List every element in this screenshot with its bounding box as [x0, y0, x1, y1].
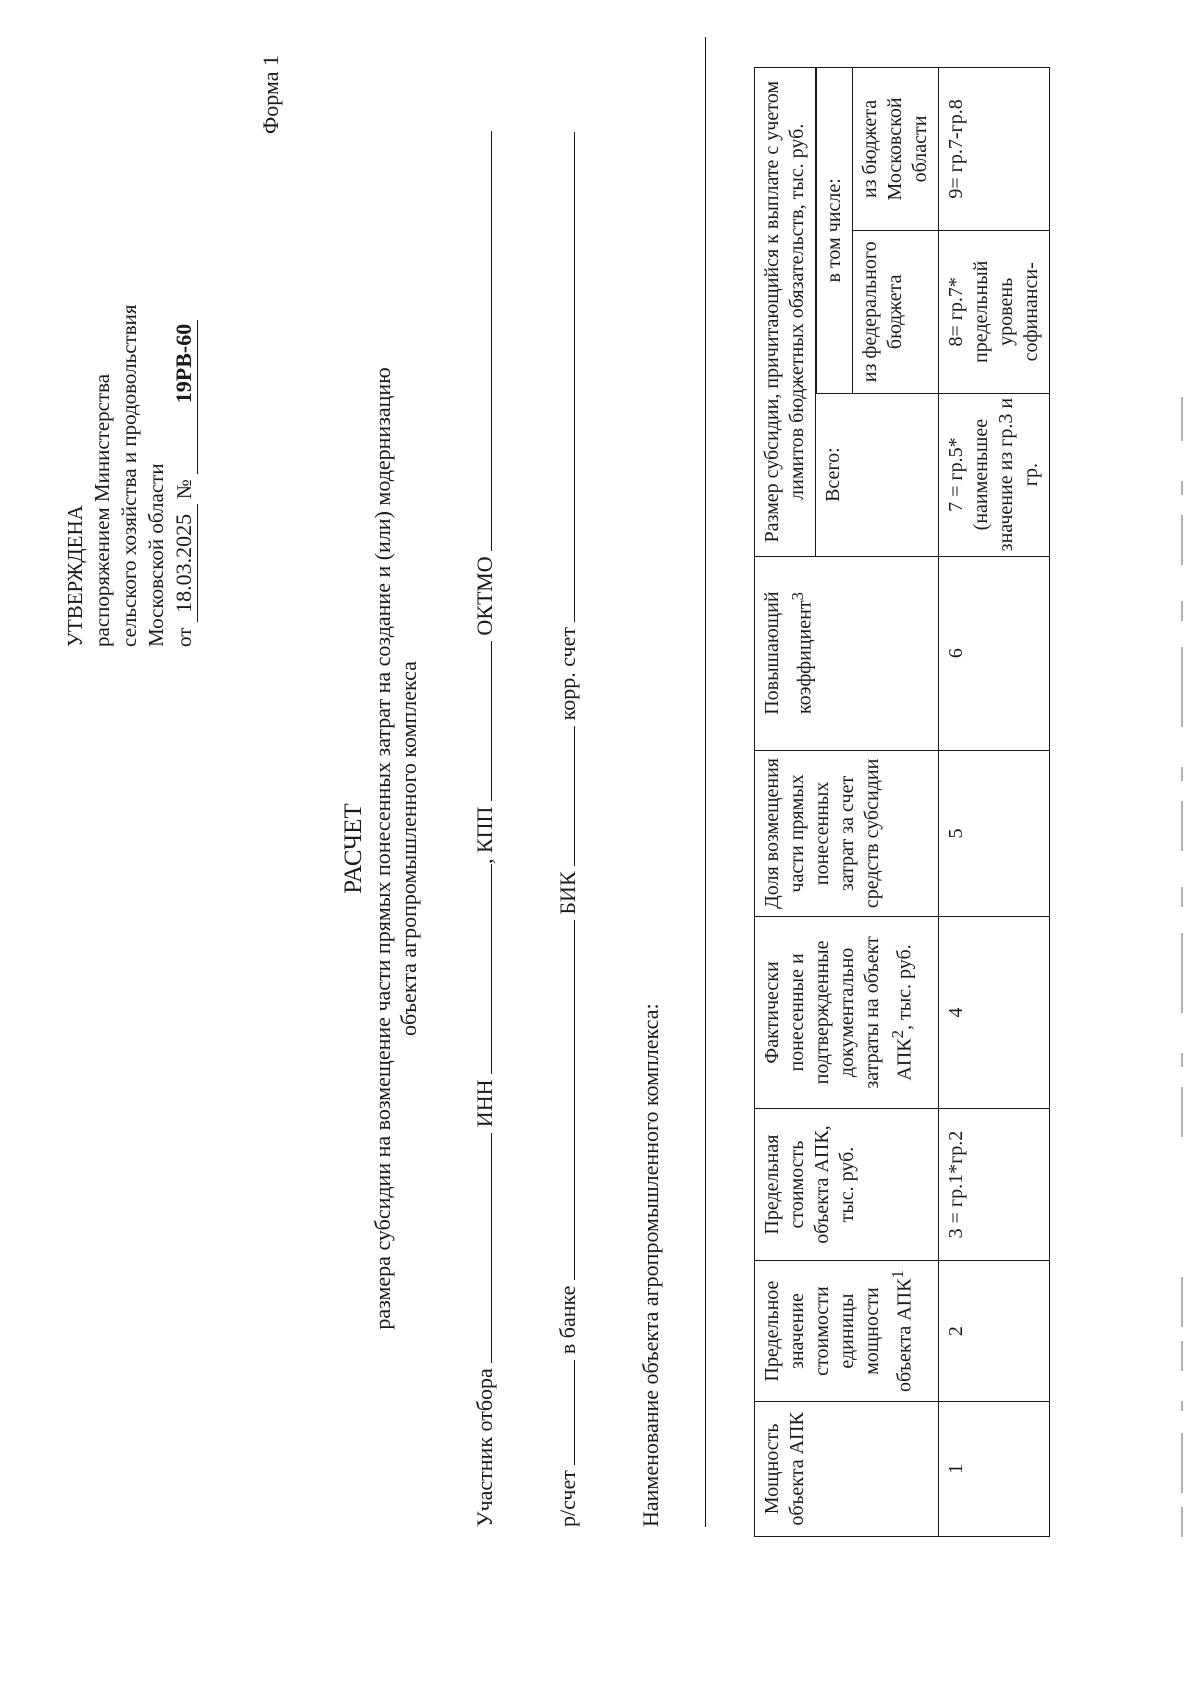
- kpp-field[interactable]: [473, 641, 492, 801]
- header-federal-budget: из федерального бюджета: [853, 230, 939, 393]
- column-number: 2: [939, 1261, 1050, 1401]
- oktmo-label: ОКТМО: [472, 556, 497, 636]
- header-max-cost: Предельная стоимость объекта АПК, тыс. руб.: [755, 1108, 939, 1261]
- approval-line: распоряжением Министерства: [90, 373, 114, 647]
- header-increasing-coefficient: Повышающий коэффициент$^3$: [755, 556, 939, 750]
- object-name-field[interactable]: [705, 37, 706, 1527]
- object-name-label: Наименование объекта агропромышленного комплекса:: [638, 1003, 663, 1527]
- bank-label: в банке: [555, 1285, 580, 1355]
- header-capacity: Мощность объекта АПК: [755, 1401, 939, 1536]
- column-formula: 8= гр.7* предельный уровень софинанси-: [939, 230, 1050, 393]
- corr-field[interactable]: [556, 132, 575, 622]
- participant-field[interactable]: [473, 1133, 492, 1363]
- approval-block: [62, 87, 198, 647]
- column-formula: 9= гр.7-гр.8: [939, 68, 1050, 231]
- header-regional-budget: из бюджета Московской области: [853, 68, 939, 231]
- inn-field[interactable]: [473, 864, 492, 1074]
- bank-row: [555, 67, 581, 1527]
- column-number: 5: [939, 750, 1050, 917]
- column-formula: 7 = гр.5* (наименьшее значение из гр.3 и гр.: [939, 393, 1050, 556]
- number-prefix: №: [172, 479, 196, 500]
- bik-field[interactable]: [556, 726, 575, 866]
- scan-artifact: [1180, 0, 1184, 1697]
- participant-label: Участник отбора: [472, 1368, 497, 1527]
- header-including: в том числе:: [817, 68, 853, 394]
- corr-label: корр. счет: [555, 627, 580, 721]
- header-subsidy-amount: Размер субсидии, причитающийся к выплате с учетом лимитов бюджетных обязательств, тыс. руб.: [755, 68, 816, 557]
- form-label: Форма 1: [258, 55, 283, 135]
- oktmo-field[interactable]: [473, 131, 492, 551]
- bank-field[interactable]: [556, 920, 575, 1280]
- approval-title: УТВЕРЖДЕНА: [63, 505, 87, 647]
- date-prefix: от: [172, 627, 196, 647]
- header-actual-costs: Фактически понесенные и подтвержденные документально затраты на объект АПК$^2$, тыс. руб.: [755, 917, 939, 1108]
- approval-number: 19РВ-60: [170, 320, 198, 474]
- participant-row: [472, 67, 498, 1527]
- kpp-label: , КПП: [472, 806, 497, 865]
- column-number: 4: [939, 917, 1050, 1108]
- column-number: 3 = гр.1*гр.2: [939, 1108, 1050, 1261]
- approval-line: Московской области: [144, 463, 168, 647]
- approval-line: сельского хозяйства и продовольствия: [117, 304, 141, 647]
- column-number: 6: [939, 556, 1050, 750]
- account-label: р/счет: [555, 1470, 580, 1527]
- table-row: [939, 68, 1050, 1537]
- document-subtitle: объекта агропромышленного комплекса: [396, 661, 421, 1036]
- bik-label: БИК: [555, 871, 580, 915]
- header-total: Всего:: [816, 393, 939, 556]
- document-subtitle: размера субсидии на возмещение части прямых понесенных затрат на создание и (или) модернизацию: [370, 367, 395, 1330]
- approval-date: 18.03.2025: [170, 504, 198, 622]
- document-title: РАСЧЕТ: [340, 803, 367, 894]
- header-unit-cost-limit: Предельное значение стоимости единицы мощности объекта АПК$^1$: [755, 1261, 939, 1401]
- calculation-table: [754, 67, 1050, 1537]
- column-number: 1: [939, 1401, 1050, 1536]
- approval-date-line: [170, 87, 198, 647]
- header-reimbursement-share: Доля возмещения части прямых понесенных затрат за счет средств субсидии: [755, 750, 939, 917]
- account-field[interactable]: [556, 1360, 575, 1465]
- inn-label: ИНН: [472, 1079, 497, 1128]
